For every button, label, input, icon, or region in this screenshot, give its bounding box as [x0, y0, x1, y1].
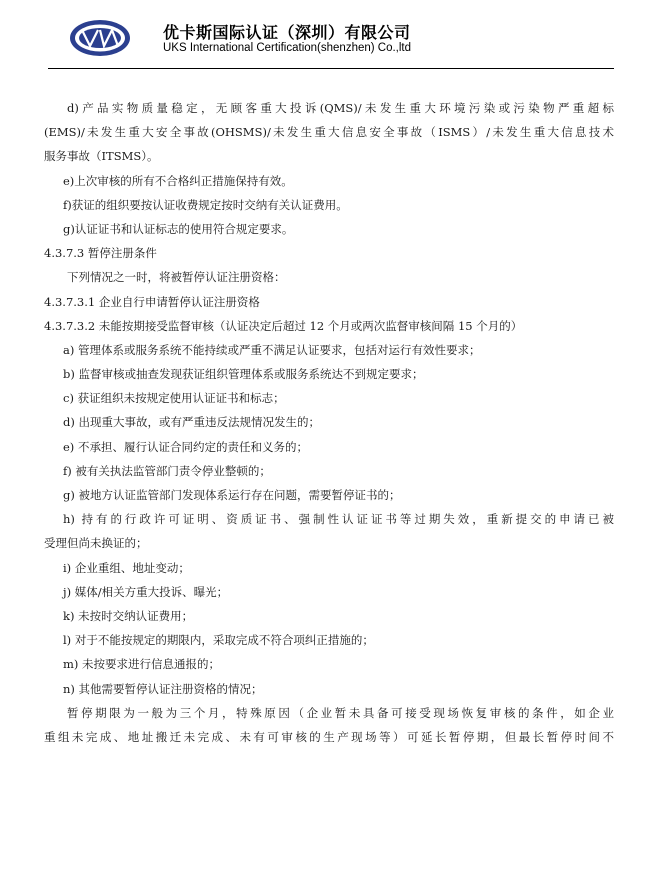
- uks-logo-icon: [68, 18, 132, 58]
- text-line: e) 不承担、履行认证合同约定的责任和义务的；: [63, 439, 308, 454]
- text-line: n) 其他需要暂停认证注册资格的情况；: [63, 681, 263, 696]
- text-line: 暂停期限为一般为三个月，特殊原因（企业暂未具备可接受现场恢复审核的条件，如企业: [67, 705, 614, 720]
- text-line: g)认证证书和认证标志的使用符合规定要求。: [63, 221, 294, 236]
- text-line: c) 获证组织未按规定使用认证证书和标志；: [63, 391, 285, 406]
- text-line: m) 未按要求进行信息通报的；: [63, 657, 221, 672]
- text-line: 4.3.7.3.1 企业自行申请暂停认证注册资格: [44, 294, 260, 309]
- text-line: j) 媒体/相关方重大投诉、曝光；: [63, 584, 229, 599]
- text-line: e)上次审核的所有不合格纠正措施保持有效。: [63, 173, 293, 188]
- text-line: 4.3.7.3 暂停注册条件: [44, 246, 157, 261]
- company-name-cn: 优卡斯国际认证（深圳）有限公司: [163, 23, 411, 42]
- text-line: 下列情况之一时，将被暂停认证注册资格：: [67, 270, 286, 285]
- text-line: b) 监督审核或抽查发现获证组织管理体系或服务系统达不到规定要求；: [63, 367, 424, 382]
- text-line: i) 企业重组、地址变动；: [63, 560, 190, 575]
- text-line: a) 管理体系或服务系统不能持续或严重不满足认证要求，包括对运行有效性要求；: [63, 342, 481, 357]
- text-line: d)产品实物质量稳定，无顾客重大投诉(QMS)/未发生重大环境污染或污染物严重超标: [67, 101, 614, 115]
- text-line: d) 出现重大事故，或有严重违反法规情况发生的；: [63, 415, 321, 430]
- text-line: 服务事故（ITSMS）。: [44, 149, 159, 164]
- text-line: 重组未完成、地址搬迁未完成、未有可审核的生产现场等）可延长暂停期，但最长暂停时间不: [44, 729, 614, 744]
- text-line: l) 对于不能按规定的期限内，采取完成不符合项纠正措施的；: [63, 633, 374, 648]
- text-line: 4.3.7.3.2 未能按期接受监督审核（认证决定后超过 12 个月或两次监督审核间隔 15 个月的）: [44, 318, 523, 333]
- text-line: (EMS)/未发生重大安全事故(OHSMS)/未发生重大信息安全事故（ISMS）/未发生重大信息技术: [44, 125, 614, 140]
- text-line: f) 被有关执法监管部门责令停业整顿的；: [63, 463, 271, 478]
- text-line: h) 持有的行政许可证明、资质证书、强制性认证证书等过期失效，重新提交的申请已被: [63, 512, 614, 527]
- header-divider: [48, 68, 614, 69]
- text-line: g) 被地方认证监管部门发现体系运行存在问题，需要暂停证书的；: [63, 488, 401, 502]
- text-line: 受理但尚未换证的；: [44, 536, 148, 551]
- text-line: f)获证的组织要按认证收费规定按时交纳有关认证费用。: [63, 197, 348, 212]
- company-name-en: UKS International Certification(shenzhen) Co.,ltd: [163, 42, 412, 54]
- text-line: k) 未按时交纳认证费用；: [63, 608, 194, 623]
- page-header: [0, 0, 661, 70]
- document-body: [44, 96, 614, 749]
